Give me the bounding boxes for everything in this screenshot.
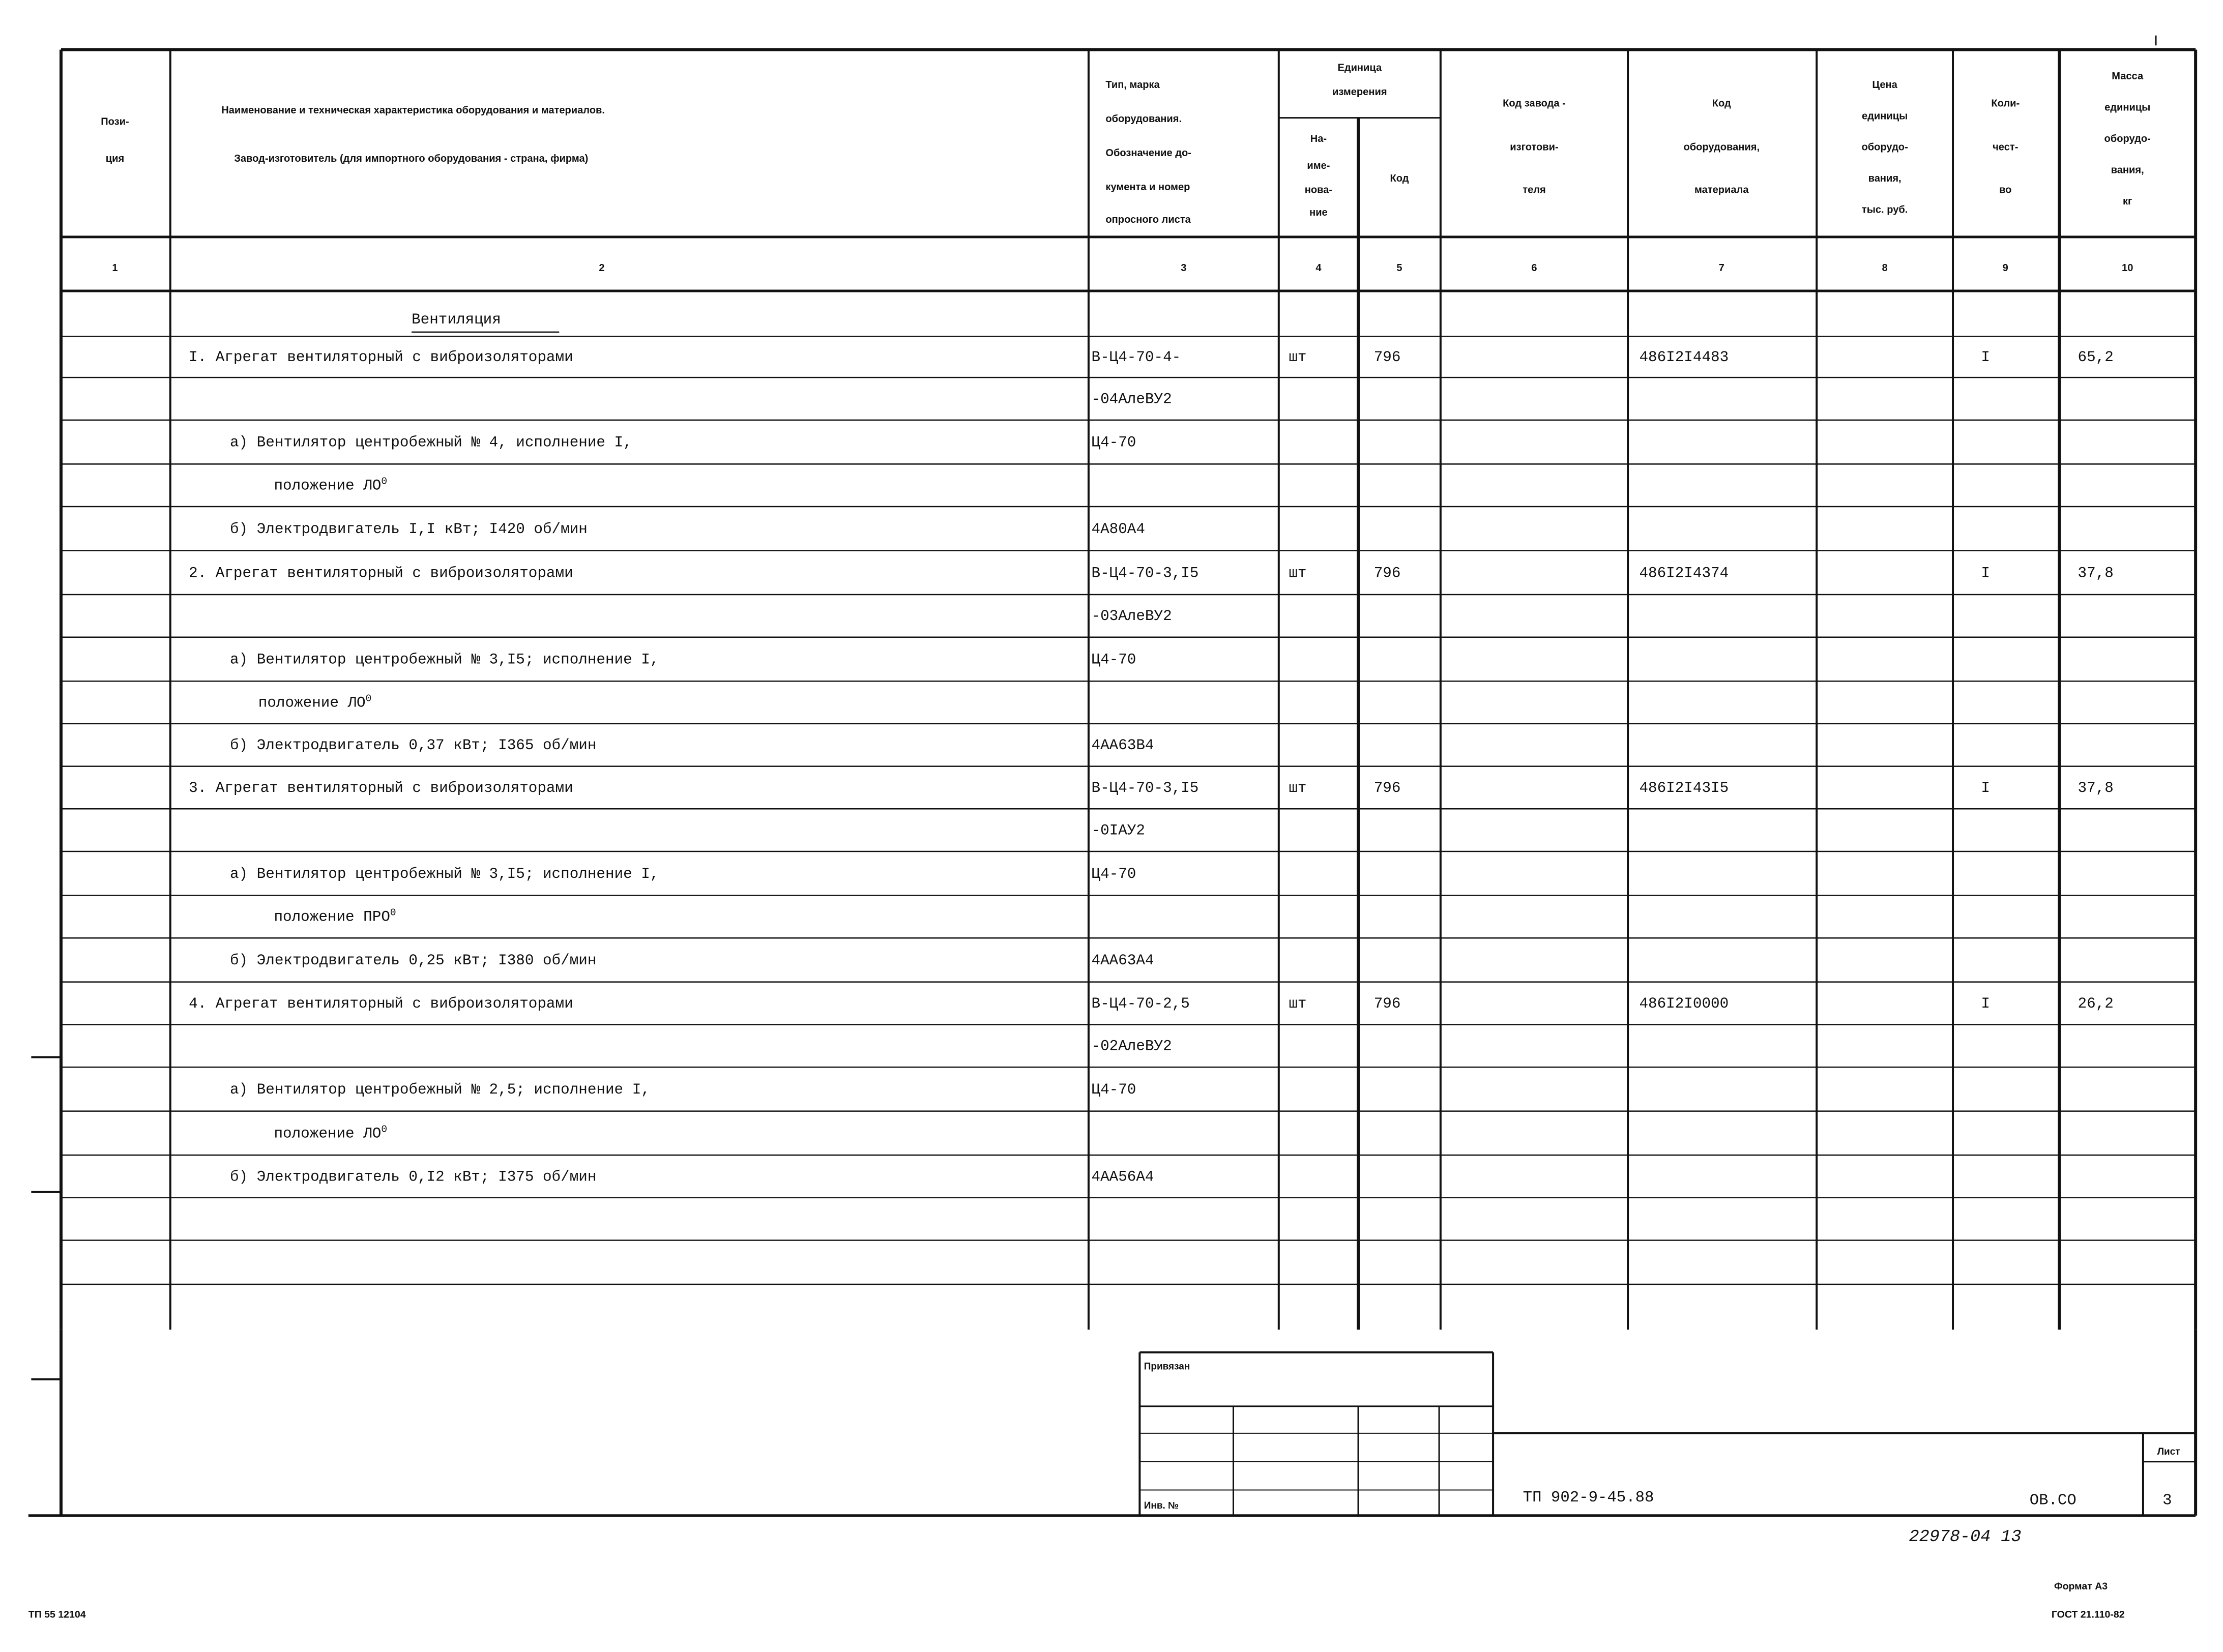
column-number: 9 xyxy=(2002,262,2008,274)
item-mass: 65,2 xyxy=(2078,348,2114,366)
sheet-label: Лист xyxy=(2157,1446,2180,1457)
item-type: 4АА63А4 xyxy=(1091,952,1154,969)
item-type: -0IАУ2 xyxy=(1091,822,1145,839)
header-price: единицы xyxy=(1862,110,1908,122)
column-number: 7 xyxy=(1718,262,1724,274)
header-position: ция xyxy=(105,153,125,165)
item-name: 4. Агрегат вентиляторный с виброизоляторами xyxy=(189,995,573,1012)
document-code: ТП 902-9-45.88 xyxy=(1523,1488,1654,1507)
column-number: 10 xyxy=(2122,262,2133,274)
header-type: Обозначение до- xyxy=(1105,147,1191,159)
item-equipment-code: 486I2I43I5 xyxy=(1639,779,1729,796)
gost-label: ГОСТ 21.110-82 xyxy=(2051,1609,2125,1620)
header-quantity: Коли- xyxy=(1991,98,2020,109)
header-mass: Масса xyxy=(2112,71,2144,82)
item-type: Ц4-70 xyxy=(1091,1081,1136,1098)
item-type: 4АА63В4 xyxy=(1091,737,1154,754)
item-quantity: I xyxy=(1981,779,1990,796)
item-type: -02АлеВУ2 xyxy=(1091,1038,1172,1055)
item-unit-code: 796 xyxy=(1373,779,1401,796)
header-unit-name: На- xyxy=(1310,133,1327,144)
item-type: 4АА56А4 xyxy=(1091,1168,1154,1186)
item-name: а) Вентилятор центробежный № 2,5; исполнение I, xyxy=(229,1081,650,1098)
header-mass: кг xyxy=(2122,195,2132,207)
item-name: положение $ЛО^0$ xyxy=(274,476,388,494)
column-number: 5 xyxy=(1396,262,1402,274)
header-price: оборудо- xyxy=(1861,141,1908,153)
section-title: Вентиляция xyxy=(412,311,501,329)
item-unit-code: 796 xyxy=(1373,348,1401,366)
item-name: а) Вентилятор центробежный № 3,I5; исполнение I, xyxy=(229,651,659,668)
header-mass: оборудо- xyxy=(2104,133,2151,144)
column-number: 6 xyxy=(1531,262,1537,274)
item-mass: 37,8 xyxy=(2078,779,2114,796)
item-equipment-code: 486I2I4483 xyxy=(1639,348,1729,366)
sheet-number: 3 xyxy=(2162,1491,2172,1510)
item-name: I. Агрегат вентиляторный с виброизоляторами xyxy=(189,348,573,366)
column-number: 8 xyxy=(1882,262,1888,274)
item-name: б) Электродвигатель 0,37 кВт; I365 об/мин xyxy=(229,737,597,754)
item-unit: шт xyxy=(1289,565,1307,582)
column-number: 3 xyxy=(1181,262,1187,274)
header-unit-code: Код xyxy=(1390,173,1409,185)
header-type: оборудования. xyxy=(1105,113,1182,125)
header-mass: вания, xyxy=(2111,164,2144,176)
item-type: Ц4-70 xyxy=(1091,434,1136,451)
item-unit: шт xyxy=(1289,779,1307,796)
header-type: Тип, марка xyxy=(1105,79,1160,91)
item-unit-code: 796 xyxy=(1373,995,1401,1012)
item-type: -04АлеВУ2 xyxy=(1091,391,1172,408)
item-name: б) Электродвигатель I,I кВт; I420 об/мин xyxy=(229,520,588,538)
header-equipment-code: оборудования, xyxy=(1683,141,1760,153)
item-mass: 26,2 xyxy=(2078,995,2114,1012)
header-name: Завод-изготовитель (для импортного оборудования - страна, фирма) xyxy=(234,153,589,165)
column-number: 1 xyxy=(112,262,118,274)
header-name: Наименование и техническая характеристика оборудования и материалов. xyxy=(221,105,605,116)
item-mass: 37,8 xyxy=(2078,565,2114,582)
item-unit-code: 796 xyxy=(1373,565,1401,582)
header-equipment-code: материала xyxy=(1694,184,1749,196)
header-factory-code: теля xyxy=(1523,184,1546,196)
header-unit-name: име- xyxy=(1307,160,1330,172)
stamp-inventory-label: Инв. № xyxy=(1144,1500,1179,1511)
item-name: б) Электродвигатель 0,25 кВт; I380 об/мин xyxy=(229,952,597,969)
header-type: кумента и номер xyxy=(1105,181,1190,193)
header-unit-name: нова- xyxy=(1304,184,1333,196)
format-label: Формат А3 xyxy=(2054,1580,2108,1592)
item-name: положение $ЛО^0$ xyxy=(274,1124,388,1142)
item-unit: шт xyxy=(1289,348,1307,366)
handwritten-number: 22978-04 13 xyxy=(1909,1527,2022,1547)
header-unit-group: Единица xyxy=(1337,62,1382,74)
header-factory-code: Код завода - xyxy=(1503,98,1566,109)
item-type: В-Ц4-70-3,I5 xyxy=(1091,779,1199,796)
header-price: тыс. руб. xyxy=(1861,204,1908,216)
stamp-attached-label: Привязан xyxy=(1144,1361,1190,1372)
item-type: В-Ц4-70-4- xyxy=(1091,348,1181,366)
item-name: 2. Агрегат вентиляторный с виброизоляторами xyxy=(189,565,573,582)
header-unit-group: измерения xyxy=(1332,86,1387,98)
header-quantity: во xyxy=(1999,184,2012,196)
item-name: положение ПРО$^0$ xyxy=(274,907,396,926)
document-mark: ОВ.СО xyxy=(2029,1491,2076,1510)
item-name: 3. Агрегат вентиляторный с виброизоляторами xyxy=(189,779,573,796)
form-code: ТП 55 12104 xyxy=(28,1609,86,1620)
header-price: Цена xyxy=(1872,79,1897,91)
header-mass: единицы xyxy=(2104,102,2151,113)
item-quantity: I xyxy=(1981,565,1990,582)
item-quantity: I xyxy=(1981,995,1990,1012)
item-quantity: I xyxy=(1981,348,1990,366)
header-equipment-code: Код xyxy=(1712,98,1731,109)
item-type: -03АлеВУ2 xyxy=(1091,608,1172,625)
column-number: 2 xyxy=(599,262,605,274)
item-type: 4А80А4 xyxy=(1091,520,1145,538)
column-number: 4 xyxy=(1315,262,1322,274)
item-type: В-Ц4-70-2,5 xyxy=(1091,995,1190,1012)
header-unit-name: ние xyxy=(1309,207,1328,219)
item-type: Ц4-70 xyxy=(1091,651,1136,668)
item-equipment-code: 486I2I4374 xyxy=(1639,565,1729,582)
item-name: а) Вентилятор центробежный № 4, исполнение I, xyxy=(229,434,632,451)
header-price: вания, xyxy=(1868,173,1902,185)
item-name: а) Вентилятор центробежный № 3,I5; исполнение I, xyxy=(229,865,659,882)
header-type: опросного листа xyxy=(1105,214,1191,226)
item-unit: шт xyxy=(1289,995,1307,1012)
header-quantity: чест- xyxy=(1993,141,2019,153)
item-name: б) Электродвигатель 0,I2 кВт; I375 об/мин xyxy=(229,1168,597,1186)
item-equipment-code: 486I2I0000 xyxy=(1639,995,1729,1012)
item-type: Ц4-70 xyxy=(1091,865,1136,882)
header-factory-code: изготови- xyxy=(1510,141,1559,153)
item-type: В-Ц4-70-3,I5 xyxy=(1091,565,1199,582)
header-position: Пози- xyxy=(101,116,129,128)
item-name: положение $ЛО^0$ xyxy=(258,693,372,712)
